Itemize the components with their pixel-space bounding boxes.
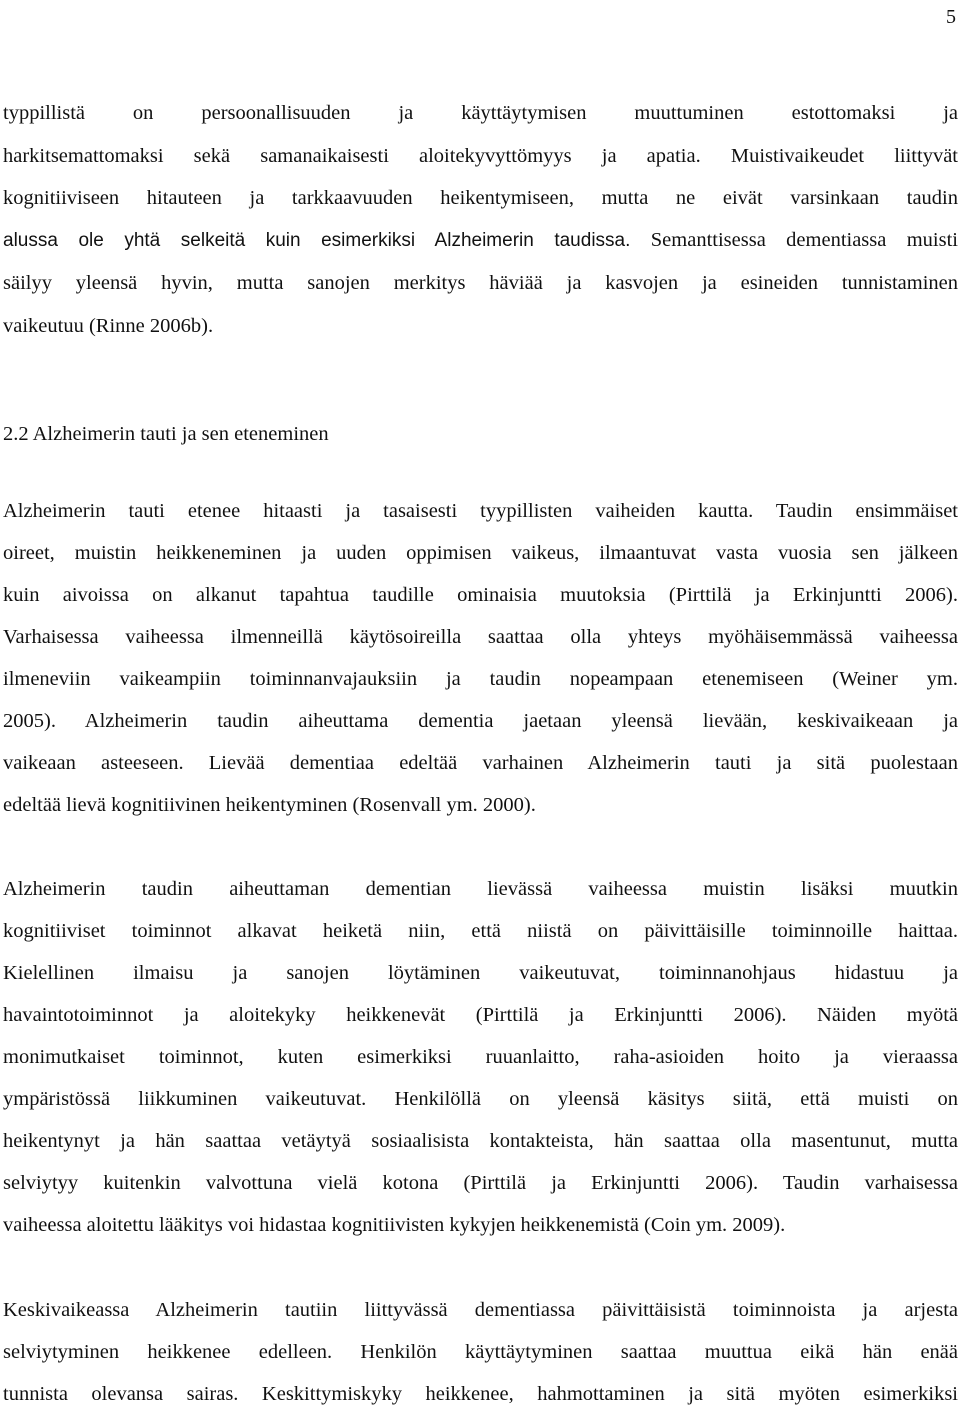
paragraph-line: 2005). Alzheimerin taudin aiheuttama dementia jaetaan yleensä lievään, keskivaikeaan ja <box>3 710 958 732</box>
paragraph-line: kognitiiviseen hitauteen ja tarkkaavuuden heikentymiseen, mutta ne eivät varsinkaan taudin <box>3 187 958 209</box>
paragraph-line: heikentynyt ja hän saattaa vetäytyä sosiaalisista kontakteista, hän saattaa olla masentunut, mutta <box>3 1130 958 1152</box>
paragraph-line: oireet, muistin heikkeneminen ja uuden oppimisen vaikeus, ilmaantuvat vasta vuosia sen jälkeen <box>3 542 958 564</box>
paragraph-line: ympäristössä liikkuminen vaikeutuvat. Henkilöllä on yleensä käsitys siitä, että muisti on <box>3 1088 958 1110</box>
paragraph-line: Alzheimerin taudin aiheuttaman dementian lievässä vaiheessa muistin lisäksi muutkin <box>3 878 958 900</box>
paragraph-line: Varhaisessa vaiheessa ilmenneillä käytösoireilla saattaa olla yhteys myöhäisemmässä vaiheessa <box>3 626 958 648</box>
paragraph-line: edeltää lievä kognitiivinen heikentyminen (Rosenvall ym. 2000). <box>3 794 536 816</box>
paragraph-line: harkitsemattomaksi sekä samanaikaisesti aloitekyvyttömyys ja apatia. Muistivaikeudet liittyvät <box>3 145 958 167</box>
paragraph-line: kuin aivoissa on alkanut tapahtua taudille ominaisia muutoksia (Pirttilä ja Erkinjuntti 2006). <box>3 584 958 606</box>
paragraph-line: Alzheimerin tauti etenee hitaasti ja tasaisesti tyypillisten vaiheiden kautta. Taudin ensimmäiset <box>3 500 958 522</box>
paragraph-line: typpillistä on persoonallisuuden ja käyttäytymisen muuttuminen estottomaksi ja <box>3 102 958 124</box>
paragraph-line: selviytyminen heikkenee edelleen. Henkilön käyttäytyminen saattaa muuttua eikä hän enää <box>3 1341 958 1363</box>
paragraph-line: vaikeutuu (Rinne 2006b). <box>3 315 214 337</box>
paragraph-line: ilmeneviin vaikeampiin toiminnanvajauksiin ja taudin nopeampaan etenemiseen (Weiner ym. <box>3 668 958 690</box>
paragraph-line: vaiheessa aloitettu lääkitys voi hidastaa kognitiivisten kykyjen heikkenemistä (Coin ym. 2009). <box>3 1214 786 1236</box>
paragraph-line: vaikeaan asteeseen. Lievää dementiaa edeltää varhainen Alzheimerin tauti ja sitä puolestaan <box>3 752 958 774</box>
section-heading: 2.2 Alzheimerin tauti ja sen eteneminen <box>3 423 329 445</box>
paragraph-line: kognitiiviset toiminnot alkavat heiketä niin, että niistä on päivittäisille toiminnoille haittaa. <box>3 920 958 942</box>
paragraph-line: havaintotoiminnot ja aloitekyky heikkenevät (Pirttilä ja Erkinjuntti 2006). Näiden myötä <box>3 1004 958 1026</box>
paragraph-line: monimutkaiset toiminnot, kuten esimerkiksi ruuanlaitto, raha-asioiden hoito ja vieraassa <box>3 1046 958 1068</box>
paragraph-line-mixed <box>3 225 958 255</box>
sans-text-run: alussa ole yhtä selkeitä kuin esimerkiksi Alzheimerin taudissa. <box>3 230 631 251</box>
paragraph-line: tunnista olevansa sairas. Keskittymiskyky heikkenee, hahmottaminen ja sitä myöten esimerkiksi <box>3 1383 958 1405</box>
paragraph-line: selviytyy kuitenkin valvottuna vielä kotona (Pirttilä ja Erkinjuntti 2006). Taudin varhaisessa <box>3 1172 958 1194</box>
paragraph-line: säilyy yleensä hyvin, mutta sanojen merkitys häviää ja kasvojen ja esineiden tunnistaminen <box>3 272 958 294</box>
paragraph-line: Keskivaikeassa Alzheimerin tautiin liittyvässä dementiassa päivittäisistä toiminnoista ja arjesta <box>3 1299 958 1321</box>
page-number: 5 <box>946 6 956 28</box>
serif-text-run: Semanttisessa dementiassa muisti <box>650 229 958 251</box>
paragraph-line: Kielellinen ilmaisu ja sanojen löytäminen vaikeutuvat, toiminnanohjaus hidastuu ja <box>3 962 958 984</box>
